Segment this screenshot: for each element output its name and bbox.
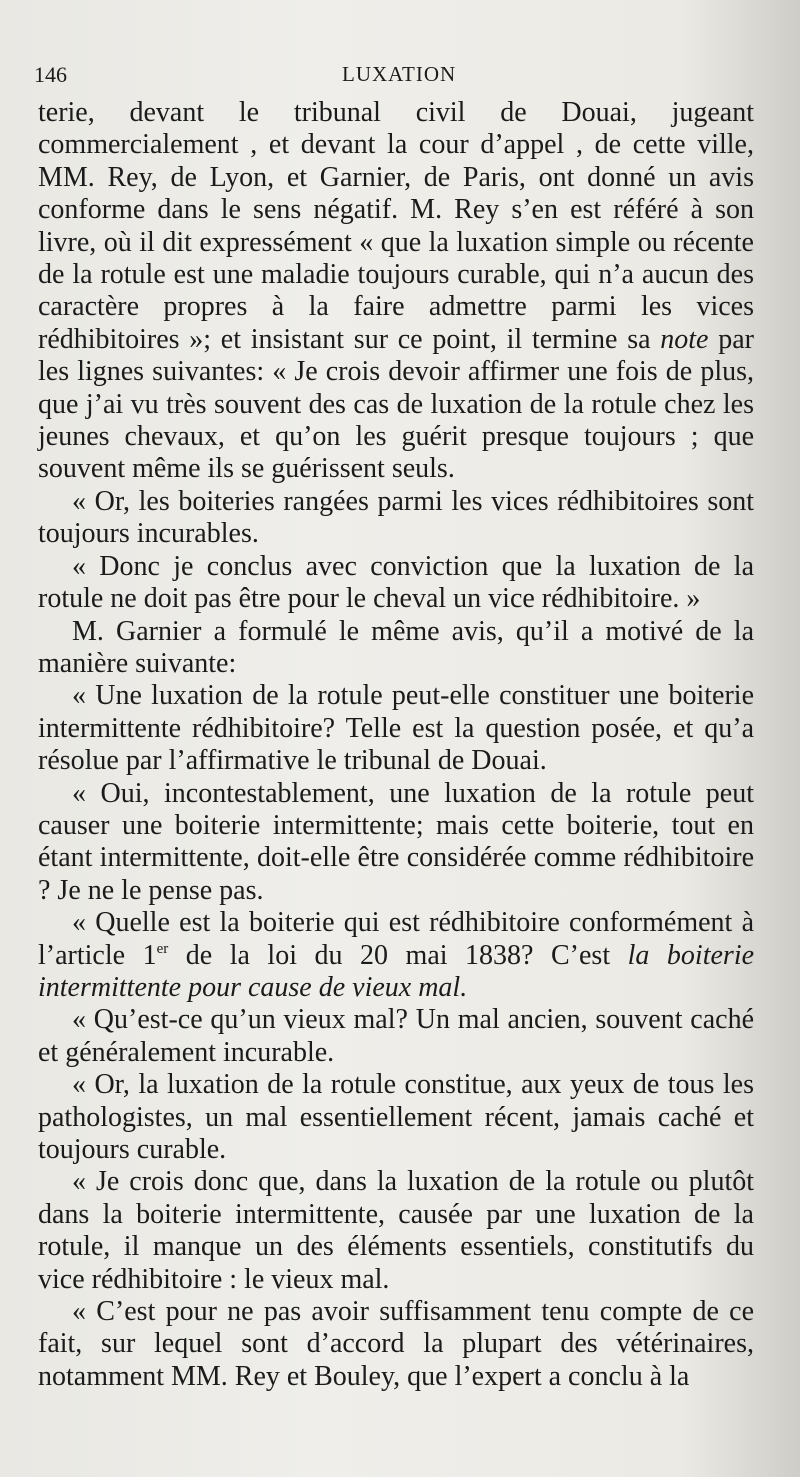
paragraph: « Qu’est-ce qu’un vieux mal? Un mal ancien, souvent caché et généralement incurable. — [38, 1004, 754, 1068]
text-run: terie, devant le tribunal civil de Douai, jugeant commercialement , et devant la cour d’appel , de cette ville, MM. Rey, de Lyon, et Garnier, de Paris, ont donné un avis conforme dans le sens négatif. M. Rey s’en est référé à son livre, où il dit expressément « que la luxation simple ou récente de la rotule est une maladie toujours curable, qui n’a aucun des caractère propres à la faire admettre parmi les vices rédhibitoires »; et insistant sur ce point, il termine sa — [38, 97, 754, 355]
paragraph: « Donc je conclus avec conviction que la luxation de la rotule ne doit pas être pour le cheval un vice rédhibitoire. » — [38, 550, 754, 615]
text-run: de la loi du 20 mai 1838? C’est — [185, 939, 611, 971]
paragraph: « C’est pour ne pas avoir suffisamment tenu compte de ce fait, sur lequel sont d’accord la plupart des vétérinaires, notamment MM. Rey et Bouley, que l’expert a conclu à la — [38, 1296, 754, 1392]
paragraph: « Or, les boiteries rangées parmi les vices rédhibitoires sont toujours incurables. — [38, 485, 754, 550]
paragraph — [38, 97, 754, 486]
paragraph: « Une luxation de la rotule peut-elle constituer une boiterie intermittente rédhibitoire? Telle est la question posée, et qu’a résolue par l’affirmative le tribunal de Douai. — [38, 680, 754, 777]
paragraph: M. Garnier a formulé le même avis, qu’il a motivé de la manière suivante: — [38, 615, 754, 679]
paragraph: « Oui, incontestablement, une luxation de la rotule peut causer une boiterie intermittente; mais cette boiterie, tout en étant intermittente, doit-elle être considérée comme rédhibitoire ? Je ne le pense pas. — [38, 777, 754, 906]
text-run: par les lignes suivantes: « Je crois devoir affirmer une fois de plus, que j’ai vu très souvent des cas de luxation de la rotule chez les jeunes chevaux, et qu’on les guérit presque toujours ; que souvent même ils se guérissent seuls. — [38, 323, 755, 485]
italic-text: note — [660, 323, 709, 355]
superscript: er — [156, 940, 169, 957]
page-body — [38, 97, 754, 1393]
paragraph — [38, 907, 754, 1004]
italic-text: la boiterie intermittente pour cause de vieux mal. — [38, 939, 755, 1003]
page-header — [34, 62, 770, 92]
text-run: « Quelle est la boiterie qui est rédhibitoire conformément à l’article 1 — [38, 907, 754, 971]
page-number: 146 — [34, 62, 67, 87]
paragraph: « Je crois donc que, dans la luxation de la rotule ou plutôt dans la boiterie intermittente, causée par une luxation de la rotule, il manque un des éléments essentiels, constitutifs du vice rédhibitoire : le vieux mal. — [38, 1166, 754, 1295]
running-head: LUXATION — [342, 62, 457, 86]
paragraph: « Or, la luxation de la rotule constitue, aux yeux de tous les pathologistes, un mal essentiellement récent, jamais caché et toujours curable. — [38, 1069, 754, 1165]
